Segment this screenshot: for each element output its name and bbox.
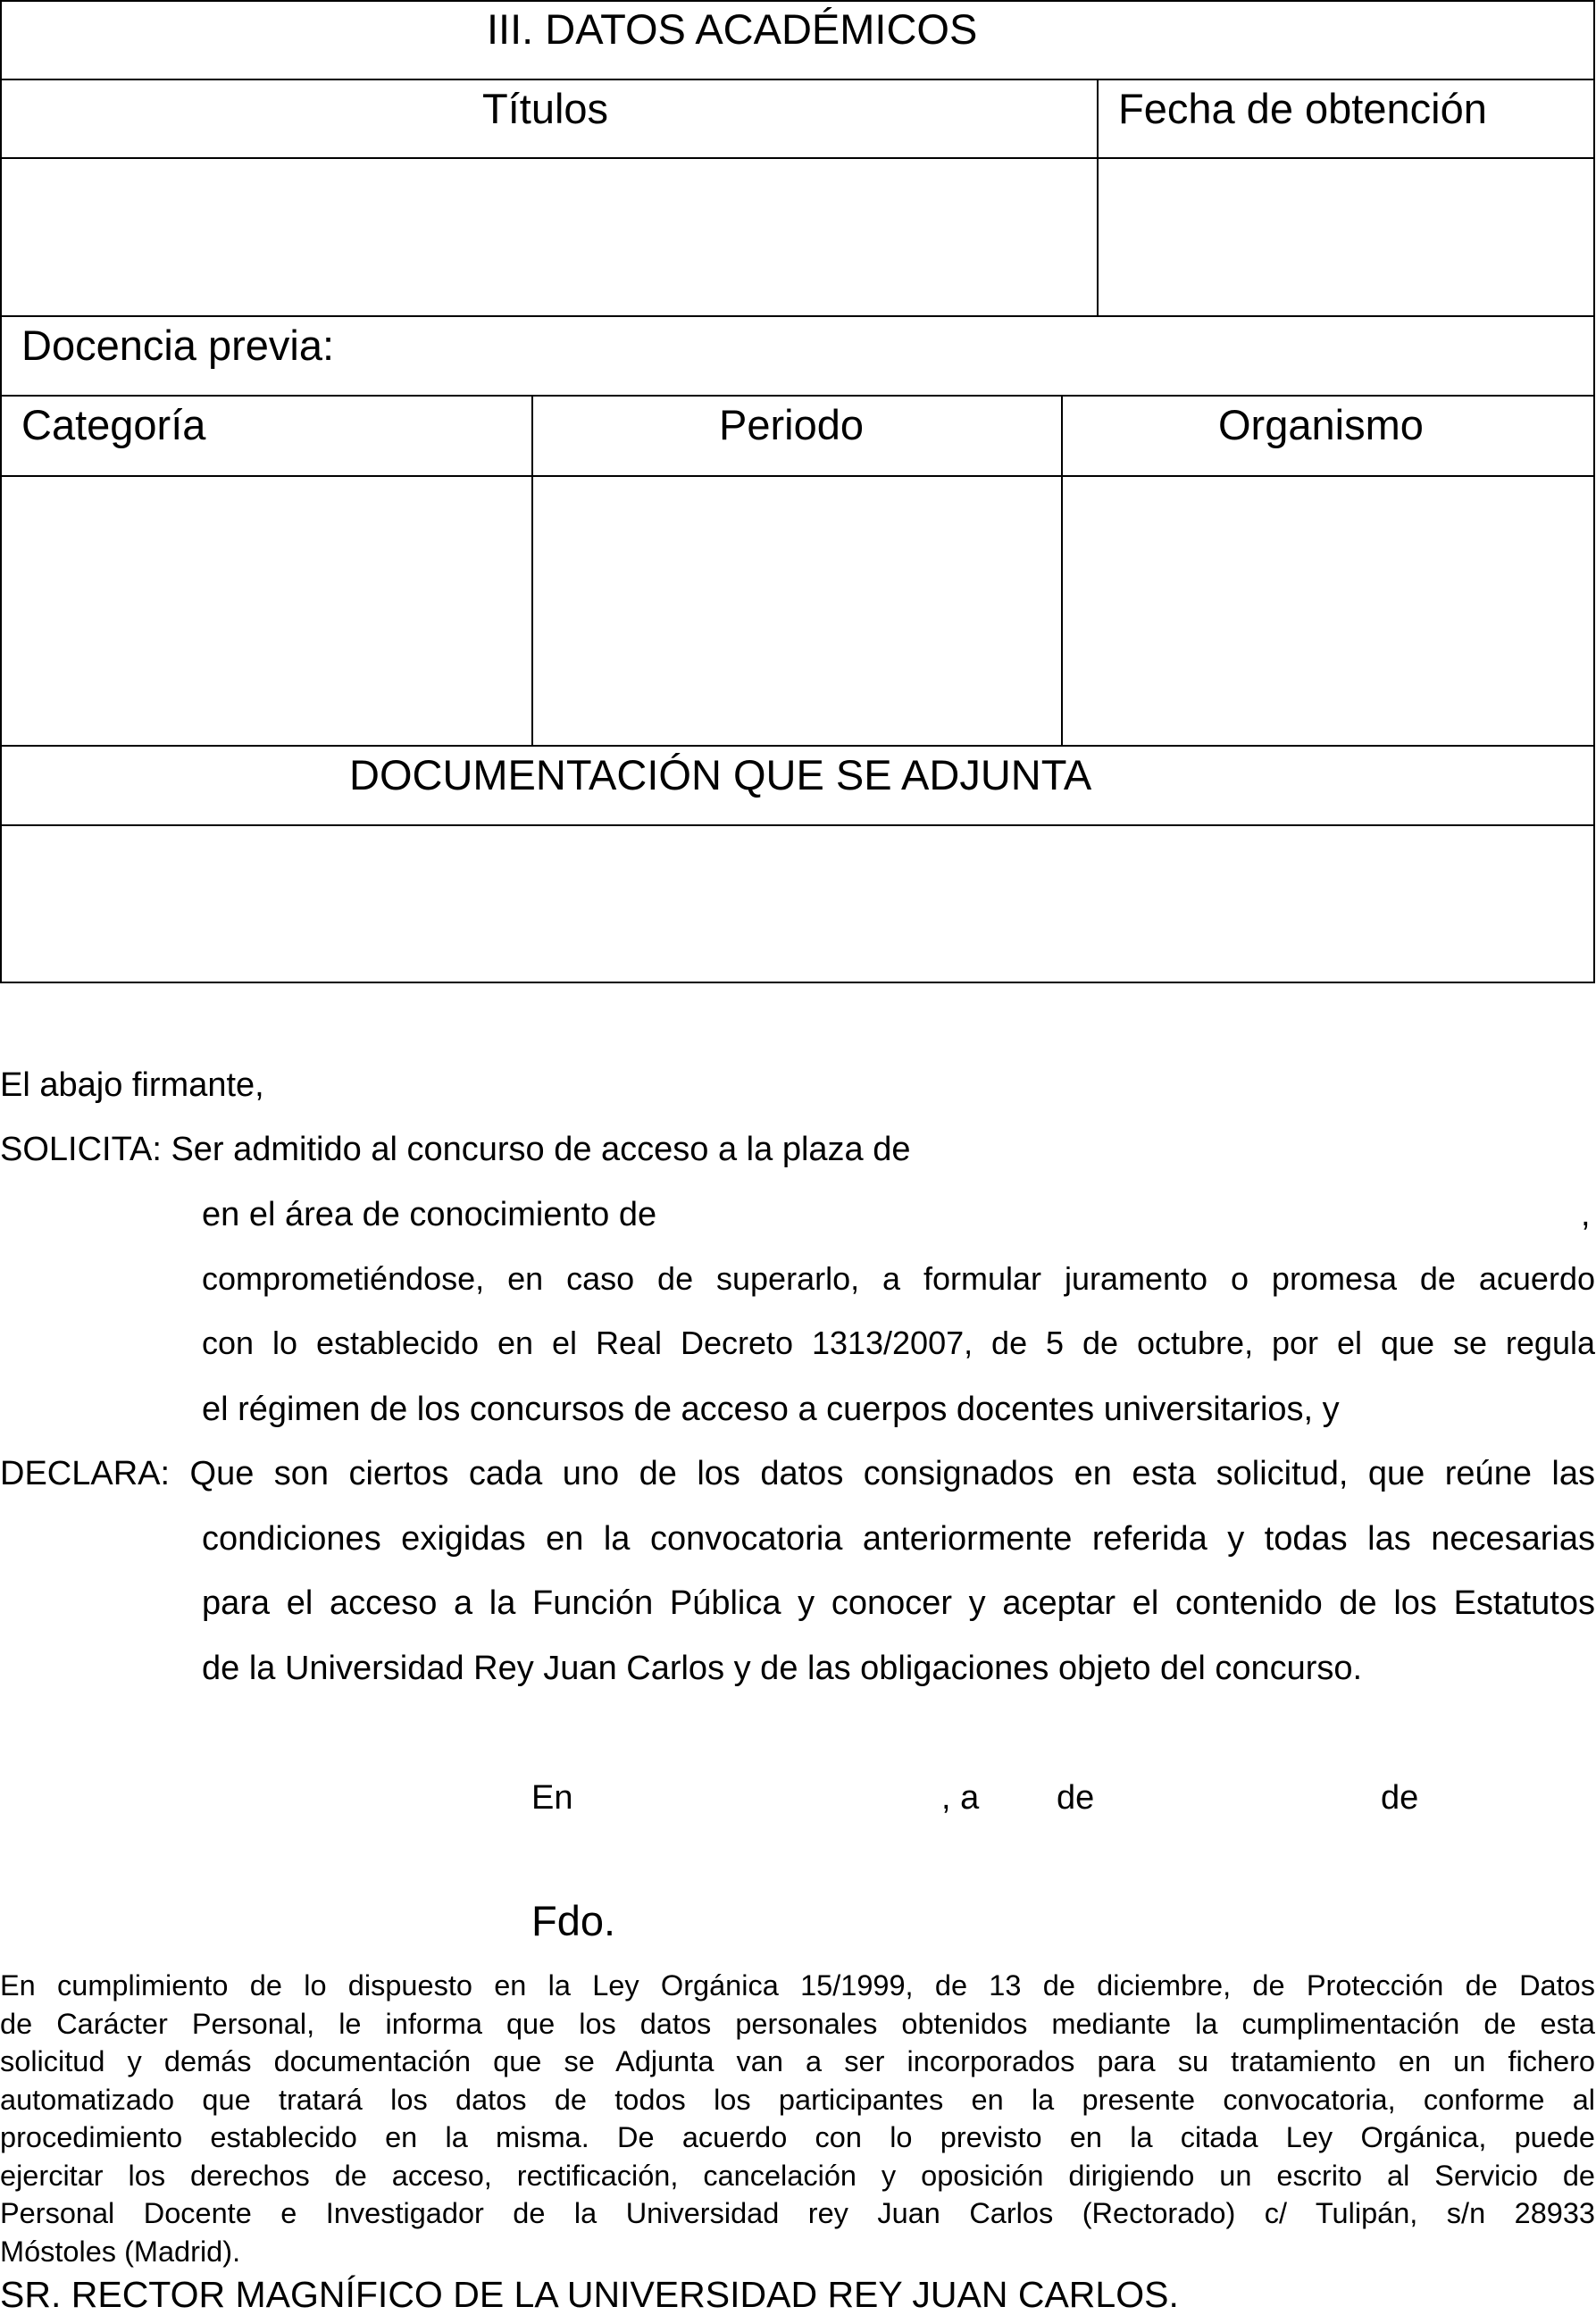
documentacion-header: DOCUMENTACIÓN QUE SE ADJUNTA — [349, 751, 1092, 798]
section-title: III. DATOS ACADÉMICOS — [487, 5, 978, 53]
declara-line: DECLARA: Que son ciertos cada uno de los datos consignados en esta solicitud, que reúne las — [0, 1455, 1595, 1492]
titulos-input-cell[interactable] — [2, 159, 1097, 315]
table-divider — [0, 395, 1595, 397]
declara-cont-line: de la Universidad Rey Juan Carlos y de las obligaciones objeto del concurso. — [202, 1650, 1363, 1687]
column-header-titulos: Títulos — [482, 85, 609, 132]
date-de-label: de — [1057, 1779, 1095, 1817]
organismo-input-cell[interactable] — [1063, 477, 1593, 745]
column-header-fecha: Fecha de obtención — [1118, 85, 1487, 132]
table-border-top — [0, 0, 1595, 2]
area-comma: , — [1581, 1196, 1591, 1233]
declara-cont-line: condiciones exigidas en la convocatoria anteriormente referida y todas las necesarias — [202, 1520, 1595, 1558]
legal-line: Móstoles (Madrid). — [0, 2235, 241, 2268]
date-comma-a: , a — [941, 1779, 980, 1817]
solicita-line: SOLICITA: Ser admitido al concurso de acceso a la plaza de — [0, 1131, 911, 1168]
column-header-categoria: Categoría — [21, 401, 206, 448]
legal-notice — [0, 1967, 1595, 2270]
table-border-bottom — [0, 982, 1595, 983]
legal-line: Personal Docente e Investigador de la Universidad rey Juan Carlos (Rectorado) c/ Tulipán, s/n 28933 — [0, 2197, 1595, 2229]
table-divider — [0, 745, 1595, 747]
fdo-label: Fdo. — [531, 1897, 616, 1944]
documentacion-input-cell[interactable] — [2, 826, 1593, 982]
solicita-cont-line: con lo establecido en el Real Decreto 1313/2007, de 5 de octubre, por el que se regula — [202, 1325, 1595, 1361]
declara-cont-line: para el acceso a la Función Pública y conocer y aceptar el contenido de los Estatutos — [202, 1584, 1595, 1622]
table-divider — [0, 79, 1595, 80]
place-label: En — [531, 1779, 573, 1817]
legal-line: solicitud y demás documentación que se Adjunta van a ser incorporados para su tratamiento en un fichero — [0, 2045, 1595, 2077]
periodo-input-cell[interactable] — [533, 477, 1061, 745]
addressee: SR. RECTOR MAGNÍFICO DE LA UNIVERSIDAD REY JUAN CARLOS. — [0, 2274, 1179, 2315]
intro-line: El abajo firmante, — [0, 1066, 264, 1104]
legal-line: ejercitar los derechos de acceso, rectificación, cancelación y oposición dirigiendo un escrito al Servicio de — [0, 2159, 1595, 2192]
legal-line: de Carácter Personal, le informa que los datos personales obtenidos mediante la cumplimentación de esta — [0, 2007, 1595, 2040]
docencia-previa-label: Docencia previa: — [21, 322, 335, 369]
table-border-right — [1593, 0, 1595, 983]
table-divider — [0, 315, 1595, 317]
column-header-organismo: Organismo — [1218, 401, 1424, 448]
solicita-cont-line: el régimen de los concursos de acceso a cuerpos docentes universitarios, y — [202, 1391, 1340, 1428]
fecha-input-cell[interactable] — [1099, 159, 1593, 315]
categoria-input-cell[interactable] — [2, 477, 531, 745]
date-de-label: de — [1381, 1779, 1419, 1817]
legal-line: procedimiento establecido en la misma. De acuerdo con lo previsto en la citada Ley Orgánica, puede — [0, 2121, 1595, 2153]
legal-line: En cumplimiento de lo dispuesto en la Ley Orgánica 15/1999, de 13 de diciembre, de Protección de Datos — [0, 1969, 1595, 2002]
legal-line: automatizado que tratará los datos de todos los participantes en la presente convocatoria, conforme al — [0, 2083, 1595, 2116]
area-line: en el área de conocimiento de — [202, 1196, 657, 1233]
column-header-periodo: Periodo — [719, 401, 864, 448]
solicita-cont-line: comprometiéndose, en caso de superarlo, a formular juramento o promesa de acuerdo — [202, 1260, 1595, 1297]
